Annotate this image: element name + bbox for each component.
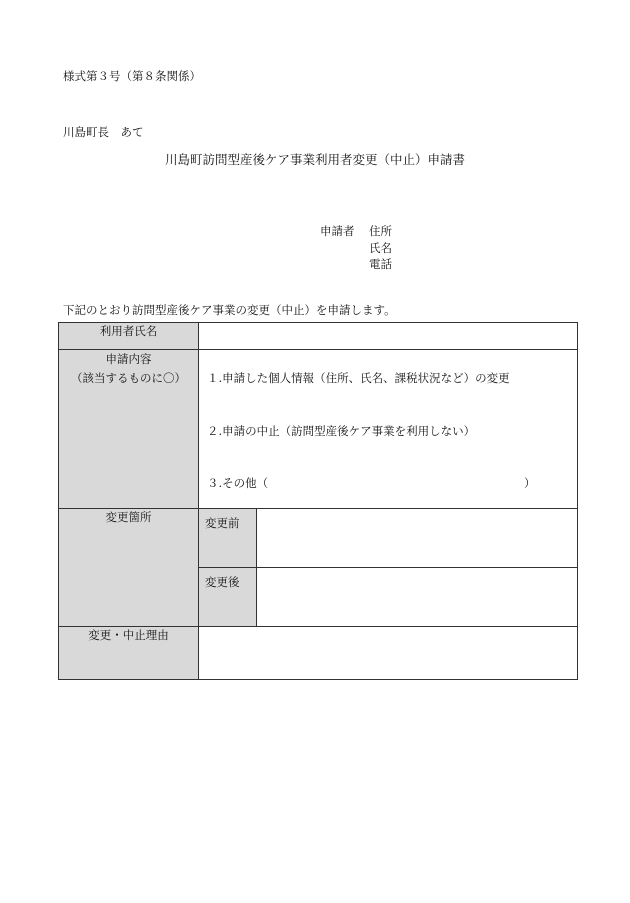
content-label: 申請内容: [105, 352, 152, 366]
before-field[interactable]: [257, 509, 578, 568]
reason-field[interactable]: [199, 627, 578, 680]
before-label: 変更前: [199, 509, 257, 568]
option-1[interactable]: １.申請した個人情報（住所、氏名、課税状況など）の変更: [207, 371, 510, 385]
document-title: 川島町訪問型産後ケア事業利用者変更（中止）申請書: [164, 152, 465, 167]
option-3-close-paren: ）: [524, 476, 536, 490]
after-field[interactable]: [257, 568, 578, 627]
applicant-address-label: 住所: [369, 224, 392, 238]
reason-row: [59, 627, 578, 680]
applicant-name-label: 氏名: [369, 241, 392, 255]
recipient: 川島町長 あて: [63, 125, 144, 139]
change-place-label: 変更箇所: [59, 509, 199, 627]
change-before-row: [59, 509, 578, 568]
user-name-label: 利用者氏名: [59, 323, 199, 350]
user-name-field[interactable]: [199, 323, 578, 350]
applicant-label: 申請者: [320, 224, 355, 238]
intro-text: 下記のとおり訪問型産後ケア事業の変更（中止）を申請します。: [63, 303, 396, 317]
user-name-row: [59, 323, 578, 350]
option-3[interactable]: ３.その他（: [207, 476, 269, 490]
content-label-cell: [59, 350, 199, 509]
applicant-phone-label: 電話: [369, 257, 392, 271]
reason-label: 変更・中止理由: [59, 627, 199, 680]
option-2[interactable]: ２.申請の中止（訪問型産後ケア事業を利用しない）: [207, 424, 476, 438]
after-label: 変更後: [199, 568, 257, 627]
content-sub-label: （該当するものに〇）: [71, 371, 186, 385]
form-number: 様式第３号（第８条関係）: [63, 69, 201, 83]
